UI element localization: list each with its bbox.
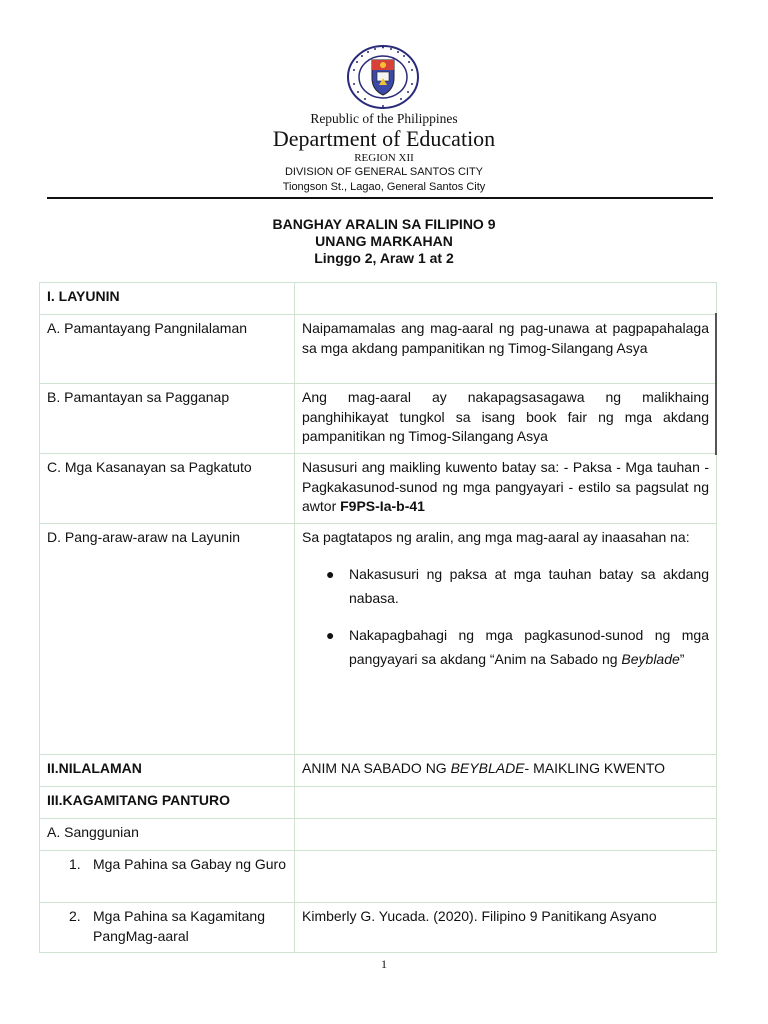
bullet-icon: ● — [326, 565, 335, 582]
row-value-pamantayang-pangnilalaman: Naipamamalas ang mag-aaral ng pag-unawa at pagpapahalaga sa mga akdang pampanitikan ng Timog-Silangang Asya — [295, 315, 717, 384]
row-value-gabay-ng-guro — [295, 851, 717, 903]
list-number: 2. — [69, 908, 81, 924]
table-row — [40, 819, 717, 851]
region-line: REGION XII — [354, 152, 414, 164]
table-row — [40, 524, 717, 755]
table-row — [40, 384, 717, 454]
item-label: Mga Pahina sa Gabay ng Guro — [93, 856, 287, 872]
table-row — [40, 755, 717, 787]
objective-text-main: Nakapagbahagi ng mga pagkasunod-sunod ng mga pangyayari sa akdang “Anim na Sabado ng — [349, 626, 709, 667]
row-value-pamantayan-sa-pagganap: Ang mag-aaral ay nakapagsasagawa ng malikhaing panghihikayat tungkol sa isang book fair ng mga akdang pampanitikan ng Timog-Silangang Asya — [295, 384, 717, 454]
table-row — [40, 283, 717, 315]
lesson-plan-title: BANGHAY ARALIN SA FILIPINO 9 — [272, 216, 496, 232]
row-label-pamantayan-sa-pagganap: B. Pamantayan sa Pagganap — [40, 384, 295, 454]
row-label-pang-araw-araw: D. Pang-araw-araw na Layunin — [40, 524, 295, 755]
list-item — [302, 623, 709, 671]
quarter-title: UNANG MARKAHAN — [315, 233, 453, 249]
row-value-layunin — [295, 283, 717, 315]
closing-quote: ” — [679, 650, 685, 667]
row-value-kagamitang-pangmag-aaral: Kimberly G. Yucada. (2020). Filipino 9 Panitikang Asyano — [295, 903, 717, 953]
row-label-layunin: I. LAYUNIN — [40, 283, 295, 315]
table-row — [40, 851, 717, 903]
table-row — [40, 315, 717, 384]
row-value-nilalaman — [295, 755, 717, 787]
objective-text: Nakasusuri ng paksa at mga tauhan batay sa akdang nabasa. — [349, 565, 709, 606]
item-label: Mga Pahina sa Kagamitang PangMag-aaral — [93, 908, 265, 944]
row-label-nilalaman: II.NILALAMAN — [40, 755, 295, 787]
lesson-plan-table — [39, 282, 717, 953]
objective-text — [349, 623, 709, 671]
page-number: 1 — [381, 957, 387, 971]
row-value-kasanayan — [295, 454, 717, 524]
table-row — [40, 787, 717, 819]
row-label-kagamitan: III.KAGAMITANG PANTURO — [40, 787, 295, 819]
kasanayan-text: Nasusuri ang maikling kuwento batay sa: - Paksa - Mga tauhan - Pagkakasunod-sunod ng mga pangyayari - estilo sa pagsulat ng awtor — [302, 459, 709, 514]
story-title: Beyblade — [621, 650, 680, 667]
row-label-sanggunian: A. Sanggunian — [40, 819, 295, 851]
row-label-gabay-ng-guro — [40, 851, 295, 903]
table-row — [40, 454, 717, 524]
republic-line: Republic of the Philippines — [310, 111, 458, 126]
nilalaman-title: BEYBLADE — [450, 760, 525, 776]
nilalaman-text-pre: ANIM NA SABADO NG — [302, 760, 451, 776]
bullet-icon: ● — [326, 626, 335, 643]
row-value-kagamitan — [295, 787, 717, 819]
objectives-intro: Sa pagtatapos ng aralin, ang mga mag-aaral ay inaasahan na: — [302, 529, 690, 545]
table-row — [40, 903, 717, 953]
list-number: 1. — [69, 856, 81, 872]
address-line: Tiongson St., Lagao, General Santos City — [282, 181, 486, 193]
competency-code: F9PS-Ia-b-41 — [340, 498, 425, 514]
nilalaman-text-post: - MAIKLING KWENTO — [524, 760, 666, 776]
objectives-list — [302, 562, 709, 671]
division-line: DIVISION OF GENERAL SANTOS CITY — [284, 166, 484, 178]
row-label-pamantayang-pangnilalaman: A. Pamantayang Pangnilalaman — [40, 315, 295, 384]
deped-seal-logo — [346, 44, 420, 110]
revision-bar — [715, 313, 717, 455]
list-item — [302, 562, 709, 610]
week-day-title: Linggo 2, Araw 1 at 2 — [314, 250, 454, 266]
row-value-sanggunian — [295, 819, 717, 851]
department-title: Department of Education — [272, 126, 496, 151]
header-divider — [47, 197, 713, 199]
row-value-pang-araw-araw — [295, 524, 717, 755]
row-label-kagamitang-pangmag-aaral — [40, 903, 295, 953]
row-label-kasanayan: C. Mga Kasanayan sa Pagkatuto — [40, 454, 295, 524]
